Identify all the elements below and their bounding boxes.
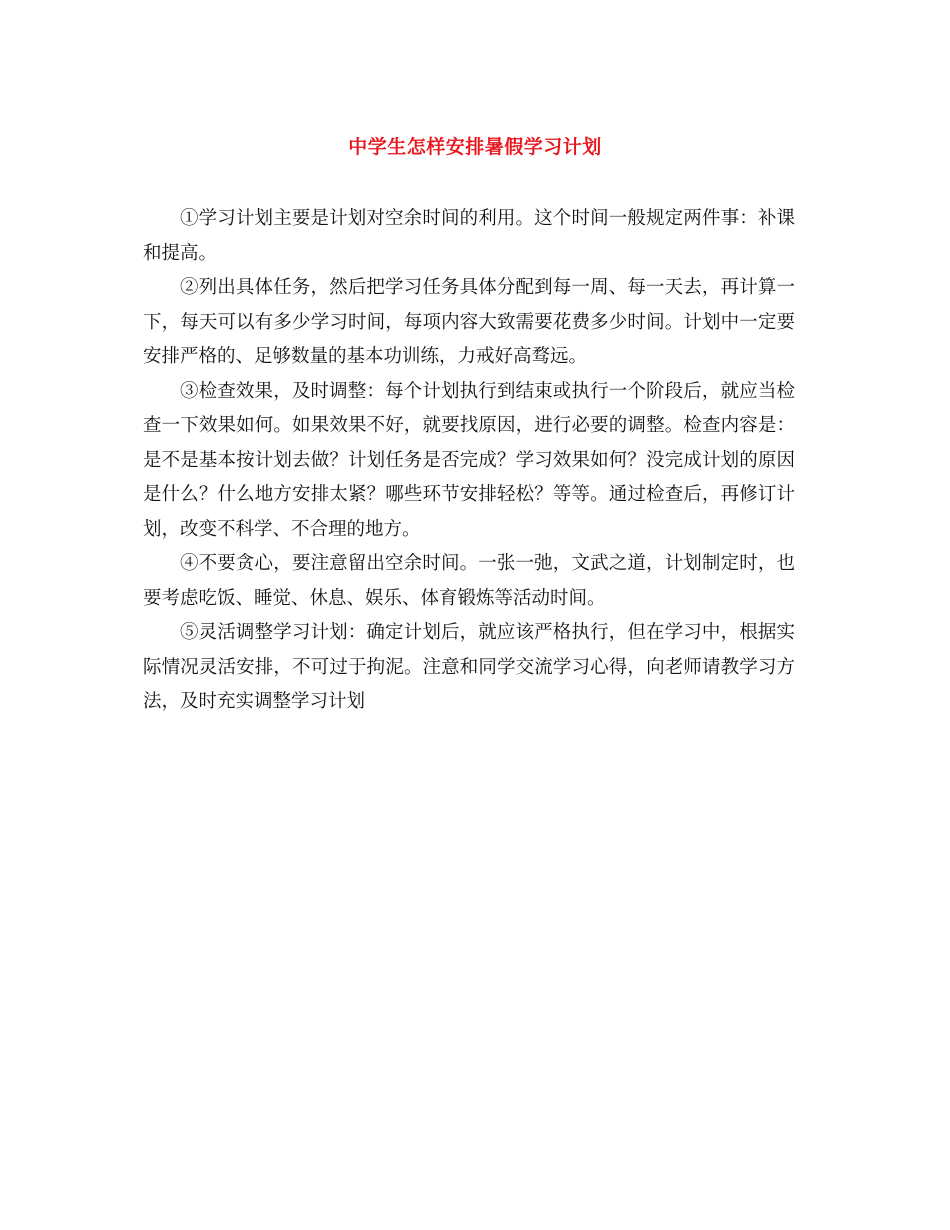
- paragraph-1: ①学习计划主要是计划对空余时间的利用。这个时间一般规定两件事：补课和提高。: [143, 208, 795, 264]
- paragraph-4: ④不要贪心，要注意留出空余时间。一张一弛，文武之道，计划制定时，也要考虑吃饭、睡觉、休息、娱乐、体育锻炼等活动时间。: [143, 553, 795, 609]
- paragraph-2: ②列出具体任务，然后把学习任务具体分配到每一周、每一天去，再计算一下，每天可以有多少学习时间，每项内容大致需要花费多少时间。计划中一定要安排严格的、足够数量的基本功训练，力戒好高骛远。: [143, 277, 795, 367]
- page-title: 中学生怎样安排暑假学习计划: [348, 136, 602, 158]
- document-body: [143, 202, 795, 720]
- paragraph-3: ③检查效果，及时调整：每个计划执行到结束或执行一个阶段后，就应当检查一下效果如何。如果效果不好，就要找原因，进行必要的调整。检查内容是：是不是基本按计划去做？计划任务是否完成？学习效果如何？没完成计划的原因是什么？什么地方安排太紧？哪些环节安排轻松？等等。通过检查后，再修订计划，改变不科学、不合理的地方。: [143, 380, 795, 540]
- paragraph-5: ⑤灵活调整学习计划：确定计划后，就应该严格执行，但在学习中，根据实际情况灵活安排，不可过于拘泥。注意和同学交流学习心得，向老师请教学习方法，及时充实调整学习计划: [143, 622, 795, 712]
